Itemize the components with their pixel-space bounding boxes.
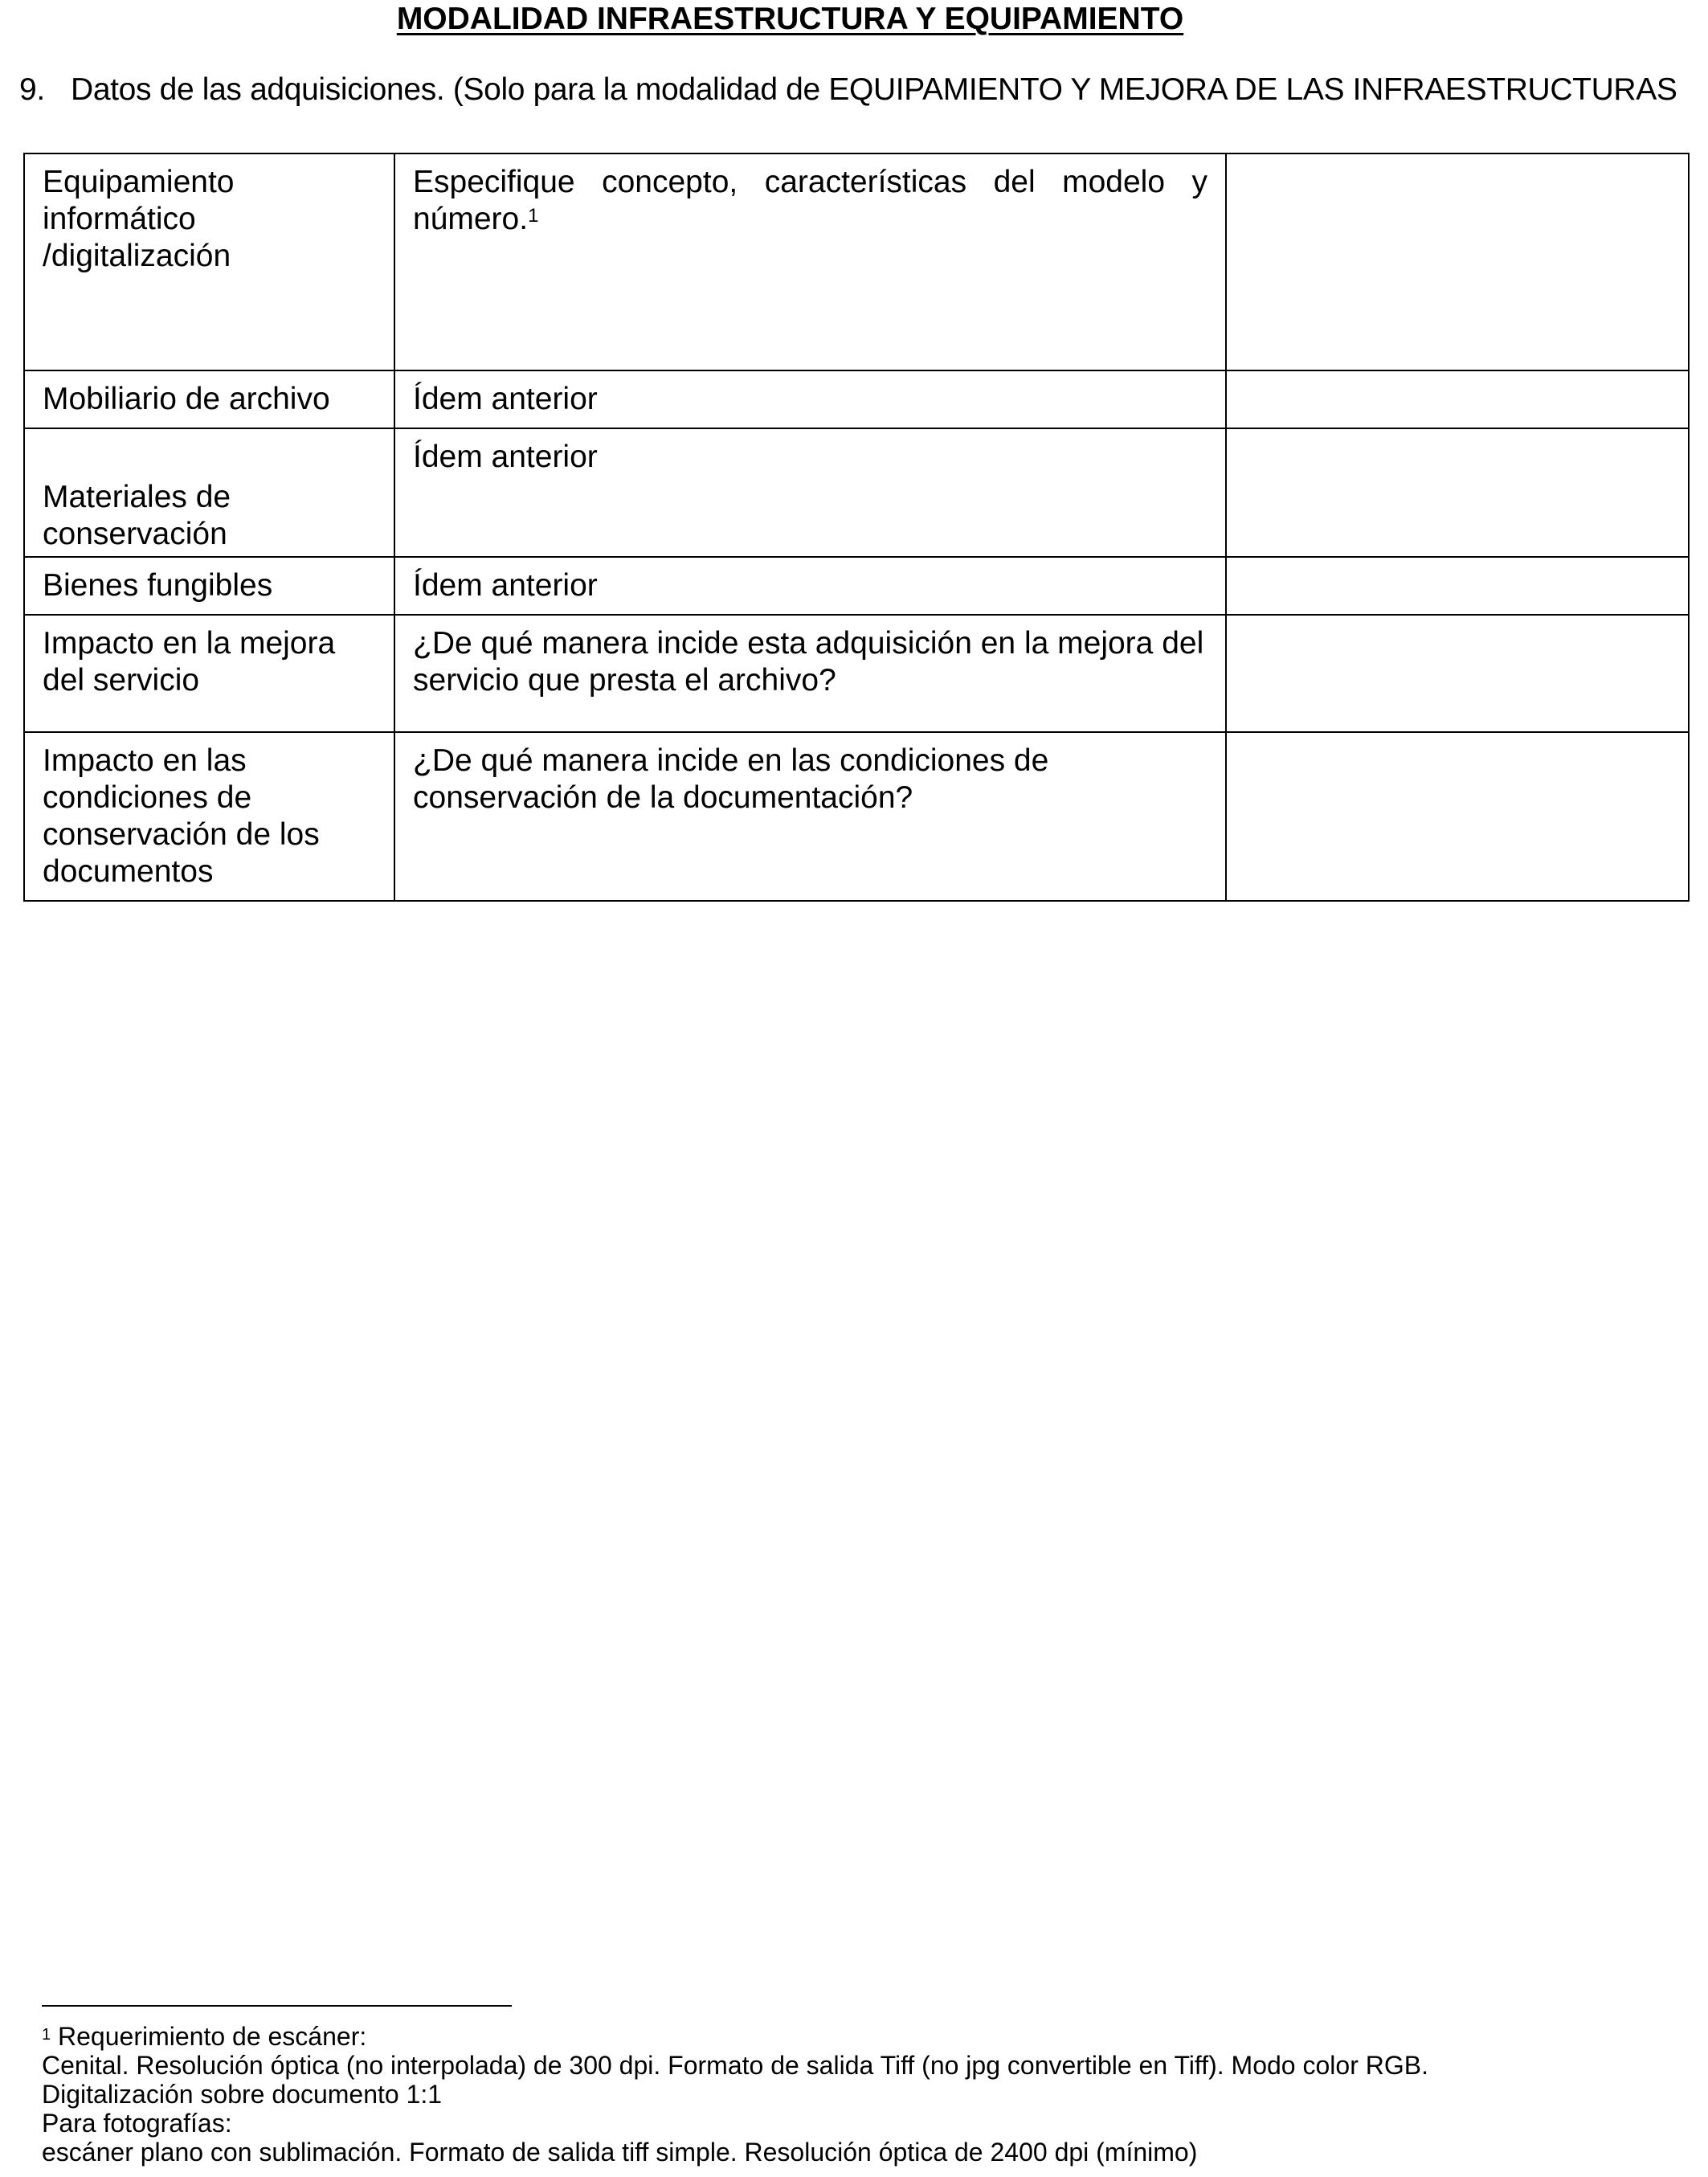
page-title: MODALIDAD INFRAESTRUCTURA Y EQUIPAMIENTO xyxy=(396,2,1184,36)
row-description: Ídem anterior xyxy=(394,370,1226,428)
footnote-line: Digitalización sobre documento 1:1 xyxy=(42,2080,443,2109)
table-row xyxy=(24,428,1689,557)
row-description: Ídem anterior xyxy=(394,428,1226,557)
footnote-marker: 1 xyxy=(42,2026,51,2044)
table-row xyxy=(24,557,1689,615)
footnote-line: escáner plano con sublimación. Formato de salida tiff simple. Resolución óptica de 2400 dpi (mínimo) xyxy=(42,2138,1198,2167)
row-label: Bienes fungibles xyxy=(24,557,394,615)
row-label: Equipamiento informático /digitalización xyxy=(24,153,394,370)
row-description xyxy=(394,153,1226,370)
row-value-field[interactable] xyxy=(1226,428,1689,557)
row-label: Materiales de conservación xyxy=(24,428,394,557)
row-label: Impacto en la mejora del servicio xyxy=(24,615,394,732)
row-label: Mobiliario de archivo xyxy=(24,370,394,428)
footnote-separator xyxy=(42,2005,512,2007)
row-value-field[interactable] xyxy=(1226,557,1689,615)
row-description-text: Especifique concepto, características del modelo y número. xyxy=(413,165,1207,236)
footnote xyxy=(42,2022,1689,2167)
row-description: ¿De qué manera incide esta adquisición en la mejora del servicio que presta el archivo? xyxy=(394,615,1226,732)
question-9 xyxy=(19,72,1677,108)
row-label: Impacto en las condiciones de conservación de los documentos xyxy=(24,732,394,901)
row-value-field[interactable] xyxy=(1226,615,1689,732)
table-row xyxy=(24,370,1689,428)
question-number: 9. xyxy=(19,72,45,107)
row-description: Ídem anterior xyxy=(394,557,1226,615)
table-row xyxy=(24,153,1689,370)
footnote-line: Cenital. Resolución óptica (no interpolada) de 300 dpi. Formato de salida Tiff (no jpg convertible en Tiff). Modo color RGB. xyxy=(42,2051,1428,2080)
table-row xyxy=(24,615,1689,732)
question-text: Datos de las adquisiciones. (Solo para la modalidad de EQUIPAMIENTO Y MEJORA DE LAS INFRAESTRUCTURAS xyxy=(71,72,1677,107)
footnote-ref: 1 xyxy=(528,205,539,227)
row-value-field[interactable] xyxy=(1226,732,1689,901)
table-row xyxy=(24,732,1689,901)
footnote-line: $^1$ Requerimiento de escáner: xyxy=(42,2022,367,2051)
footnote-line: Para fotografías: xyxy=(42,2109,232,2138)
acquisitions-table xyxy=(23,153,1690,902)
row-value-field[interactable] xyxy=(1226,153,1689,370)
row-value-field[interactable] xyxy=(1226,370,1689,428)
row-description: ¿De qué manera incide en las condiciones de conservación de la documentación? xyxy=(394,732,1226,901)
